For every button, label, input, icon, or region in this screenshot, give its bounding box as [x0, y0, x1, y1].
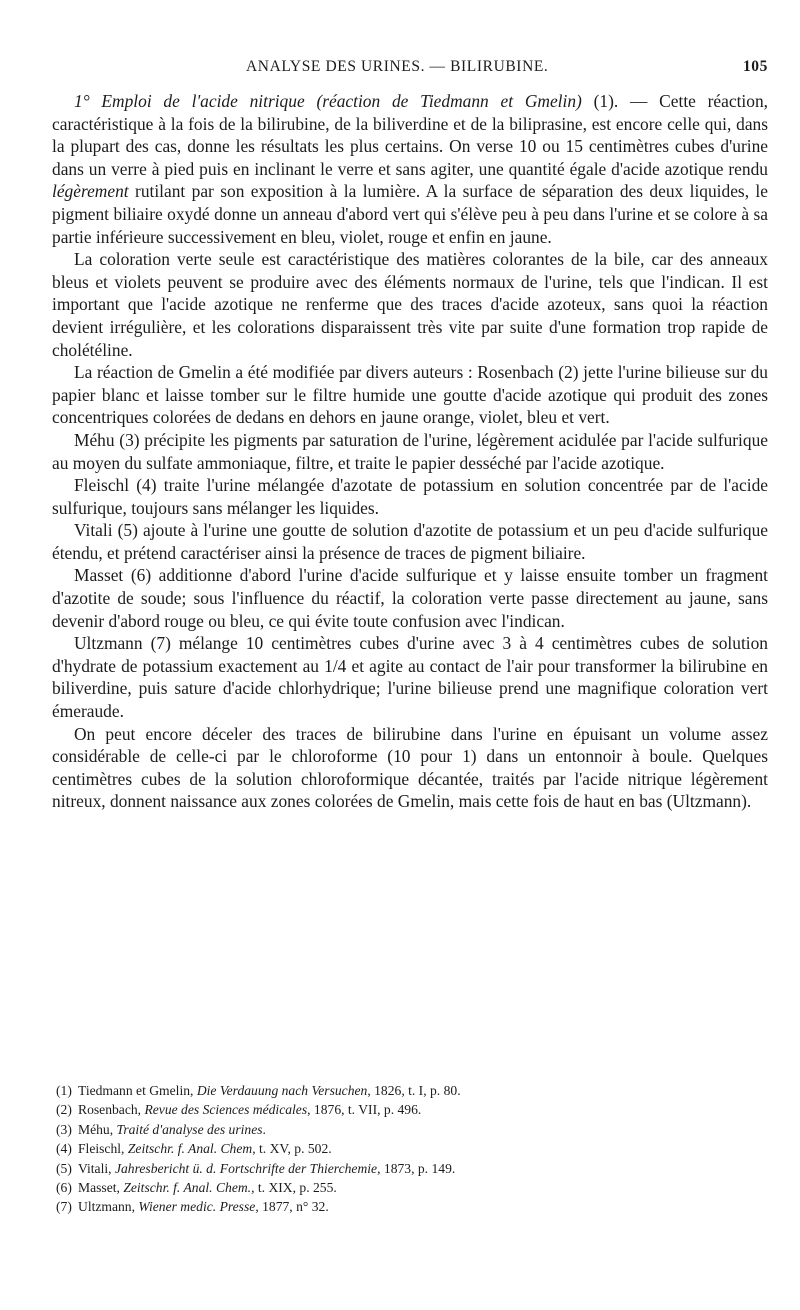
- paragraph-masset: Masset (6) additionne d'abord l'urine d'acide sulfurique et y laisse ensuite tomber un fragment d'azotite de soude; sous l'influence du réactif, la coloration verte passe directement au jaune, sans devenir d'abord rouge ou bleu, ce qui évite toute confusion avec l'indican.: [52, 565, 768, 631]
- footnote: (7) Ultzmann, Wiener medic. Presse, 1877, n° 32.: [56, 1199, 329, 1215]
- method-heading-ref: (1). —: [581, 91, 660, 111]
- footnote: (3) Méhu, Traité d'analyse des urines.: [56, 1121, 266, 1137]
- paragraph-fleischl: Fleischl (4) traite l'urine mélangée d'azotate de potassium en solution concentrée par de l'acide sulfurique, toujours sans mélanger les liquides.: [52, 475, 768, 518]
- paragraph-nitric-acid-method: 1° Emploi de l'acide nitrique (réaction de Tiedmann et Gmelin) (1). — Cette réaction, caractéristique à la fois de la bilirubine, de la biliverdine et de la biliprasine, est encore celle qui, dans la plupart des cas, donne les résultats les plus certains. On verse 10 ou 15 centimètres cubes d'urine dans un verre à pied puis en inclinant le verre et sans agiter, une quantité égale d'acide azotique rendu légèrement rutilant par son exposition à la lumière. A la surface de séparation des deux liquides, le pigment biliaire oxydé donne un anneau d'abord vert qui s'élève peu à peu dans l'urine et se colore à sa partie inférieure successivement en bleu, violet, rouge et enfin en jaune.: [52, 91, 768, 247]
- page-header: [52, 58, 768, 84]
- emphasis-legerement: légèrement: [52, 181, 129, 202]
- paragraph-rosenbach: La réaction de Gmelin a été modifiée par divers auteurs : Rosenbach (2) jette l'urine bilieuse sur du papier blanc et laisse tomber sur le filtre humide une goutte d'acide azotique qui produit des zones concentriques colorées de dedans en dehors en jaune orange, violet, bleu et vert.: [52, 362, 768, 428]
- footnote: (1) Tiedmann et Gmelin, Die Verdauung nach Versuchen, 1826, t. I, p. 80.: [56, 1083, 461, 1098]
- running-title: ANALYSE DES URINES. — BILIRUBINE.: [246, 58, 549, 75]
- footnote: (6) Masset, Zeitschr. f. Anal. Chem., t. XIX, p. 255.: [56, 1180, 337, 1196]
- footnote: (2) Rosenbach, Revue des Sciences médicales, 1876, t. VII, p. 496.: [56, 1102, 422, 1118]
- method-heading: 1° Emploi de l'acide nitrique (réaction de Tiedmann et Gmelin): [74, 91, 582, 111]
- paragraph-chloroform: On peut encore déceler des traces de bilirubine dans l'urine en épuisant un volume assez considérable de celle-ci par le chloroforme (10 pour 1) dans un entonnoir à boule. Quelques centimètres cubes de la solution chloroformique décantée, traités par l'acide nitrique légèrement nitreux, donnent naissance aux zones colorées de Gmelin, mais cette fois de haut en bas (Ultzmann).: [52, 723, 768, 812]
- paragraph-green-coloration: La coloration verte seule est caractéristique des matières colorantes de la bile, car des anneaux bleus et violets peuvent se produire avec des éléments normaux de l'urine, tels que l'indican. Il est important que l'acide azotique ne renferme que des traces d'acide azoteux, sans quoi la réaction devient irrégulière, et les colorations disparaissent très vite par suite d'une formation trop rapide de cholétéline.: [52, 249, 768, 360]
- footnote: (4) Fleischl, Zeitschr. f. Anal. Chem, t. XV, p. 502.: [56, 1141, 332, 1157]
- page-number: 105: [742, 58, 768, 75]
- footnotes: [56, 1081, 768, 1217]
- body-text: [52, 90, 768, 813]
- paragraph-ultzmann: Ultzmann (7) mélange 10 centimètres cubes d'urine avec 3 à 4 centimètres cubes de solution d'hydrate de potassium exactement au 1/4 et agite au contact de l'air pour transformer la bilirubine en biliverdine, puis sature d'acide chlorhydrique; l'urine bilieuse prend une magnifique coloration vert émeraude.: [52, 633, 768, 722]
- paragraph-mehu: Méhu (3) précipite les pigments par saturation de l'urine, légèrement acidulée par l'acide sulfurique au moyen du sulfate ammoniaque, filtre, et traite le papier desséché par l'acide azotique.: [52, 429, 768, 473]
- footnote: (5) Vitali, Jahresbericht ü. d. Fortschrifte der Thierchemie, 1873, p. 149.: [56, 1160, 456, 1176]
- book-page: [52, 0, 768, 1310]
- paragraph-vitali: Vitali (5) ajoute à l'urine une goutte de solution d'azotite de potassium et un peu d'acide sulfurique étendu, et prétend caractériser ainsi la présence de traces de pigment biliaire.: [52, 520, 768, 563]
